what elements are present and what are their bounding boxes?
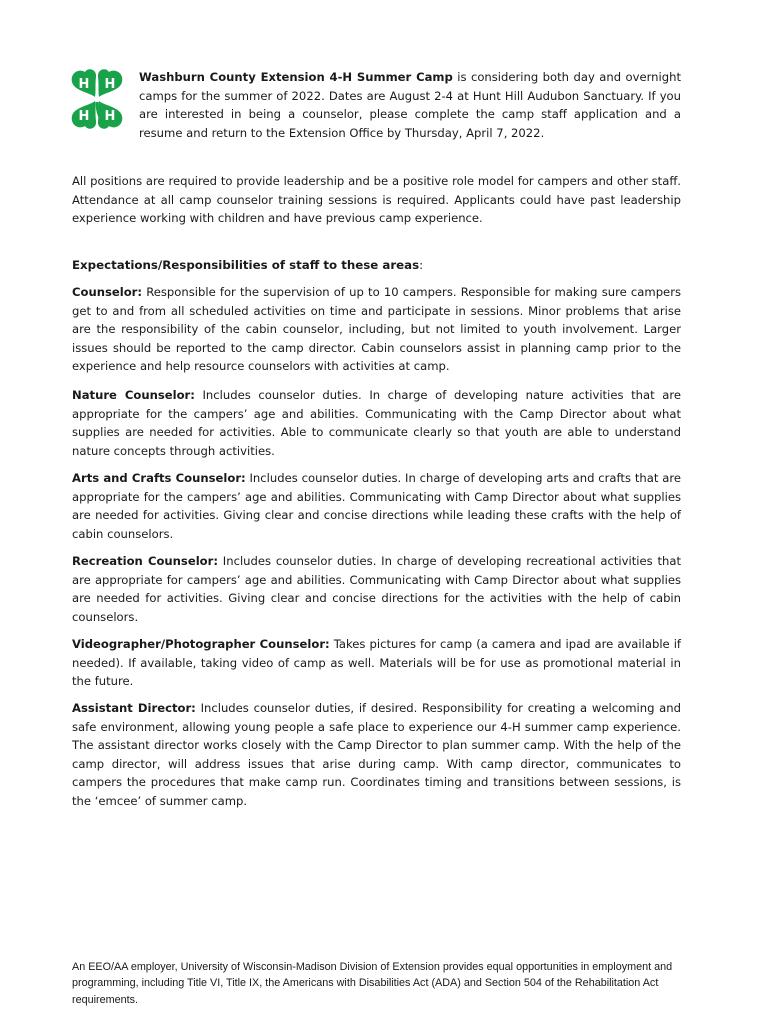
role-description: Responsible for the supervision of up to 10 campers. Responsible for making sure campers get to and from all scheduled activities on time and participate in sessions. Minor problems that arise are the responsibility of the cabin counselor, including, but not limited to youth involvement. Larger issues should be reported to the camp director. Cabin counselors assist in planning camp prior to the experience and help resource counselors with activities at camp.	[72, 285, 681, 374]
role-title: Videographer/Photographer Counselor:	[72, 637, 330, 651]
role-description: Includes counselor duties. In charge of developing arts and crafts that are appropriate for the campers’ age and abilities. Communicating with Camp Director about what supplies are needed for activities. Giving clear and concise directions while leading these crafts with the help of cabin counselors.	[72, 471, 681, 541]
role-assistant-director	[72, 699, 681, 811]
role-title: Nature Counselor:	[72, 388, 195, 402]
role-description: Includes counselor duties, if desired. Responsibility for creating a welcoming and safe environment, allowing young people a safe place to experience our 4-H summer camp experience. The assistant director works closely with the Camp Director to plan summer camp. With the help of the camp director, will address issues that arise during camp. With camp director, communicates to campers the procedures that make camp run. Coordinates timing and transitions between sessions, is the ‘emcee’ of summer camp.	[72, 701, 681, 808]
logo-letter: H	[78, 109, 90, 124]
logo-letter: H	[104, 77, 116, 92]
role-nature-counselor	[72, 386, 681, 460]
expectations-heading-colon: :	[419, 258, 424, 272]
role-counselor	[72, 283, 681, 376]
eeo-footer: An EEO/AA employer, University of Wisconsin-Madison Division of Extension provides equal opportunities in employment and programming, including Title VI, Title IX, the Americans with Disabilities Act (ADA) and Section 504 of the Rehabilitation Act requirements.	[72, 961, 673, 1006]
logo-letter: H	[104, 109, 116, 124]
role-recreation-counselor	[72, 552, 681, 626]
role-title: Recreation Counselor:	[72, 554, 218, 568]
role-title: Assistant Director:	[72, 701, 196, 715]
4h-clover-logo-icon	[64, 66, 130, 132]
role-videographer-counselor	[72, 635, 681, 691]
intro-text: is considering both day and overnight camps for the summer of 2022. Dates are August 2-4 at Hunt Hill Audubon Sanctuary. If you are interested in being a counselor, please complete the camp staff application and a resume and return to the Extension Office by Thursday, April 7, 2022.	[139, 70, 681, 141]
expectations-heading	[72, 256, 423, 274]
role-title: Counselor:	[72, 285, 143, 299]
role-arts-crafts-counselor	[72, 469, 681, 543]
role-title: Arts and Crafts Counselor:	[72, 471, 246, 485]
role-description: Takes pictures for camp (a camera and ipad are available if needed). If available, taking video of camp as well. Materials will be for use as promotional material in the future.	[72, 637, 681, 689]
logo-letter: H	[78, 77, 90, 92]
role-description: Includes counselor duties. In charge of developing recreational activities that are appropriate for campers’ age and abilities. Communicating with Camp Director about what supplies are needed for activities. Giving clear and concise directions for the activities with the help of cabin counselors.	[72, 554, 681, 624]
role-description: Includes counselor duties. In charge of developing nature activities that are appropriate for the campers’ age and abilities. Communicating with the Camp Director about what supplies are needed for activities. Able to communicate clearly so that youth are able to understand nature concepts through activities.	[72, 388, 682, 458]
org-name: Washburn County Extension 4-H Summer Camp	[139, 70, 453, 84]
general-requirements: All positions are required to provide leadership and be a positive role model for campers and other staff. Attendance at all camp counselor training sessions is required. Applicants could have past leadership experience working with children and have previous camp experience.	[72, 174, 681, 226]
intro-paragraph	[139, 68, 681, 143]
expectations-heading-text: Expectations/Responsibilities of staff to these areas	[72, 258, 420, 272]
